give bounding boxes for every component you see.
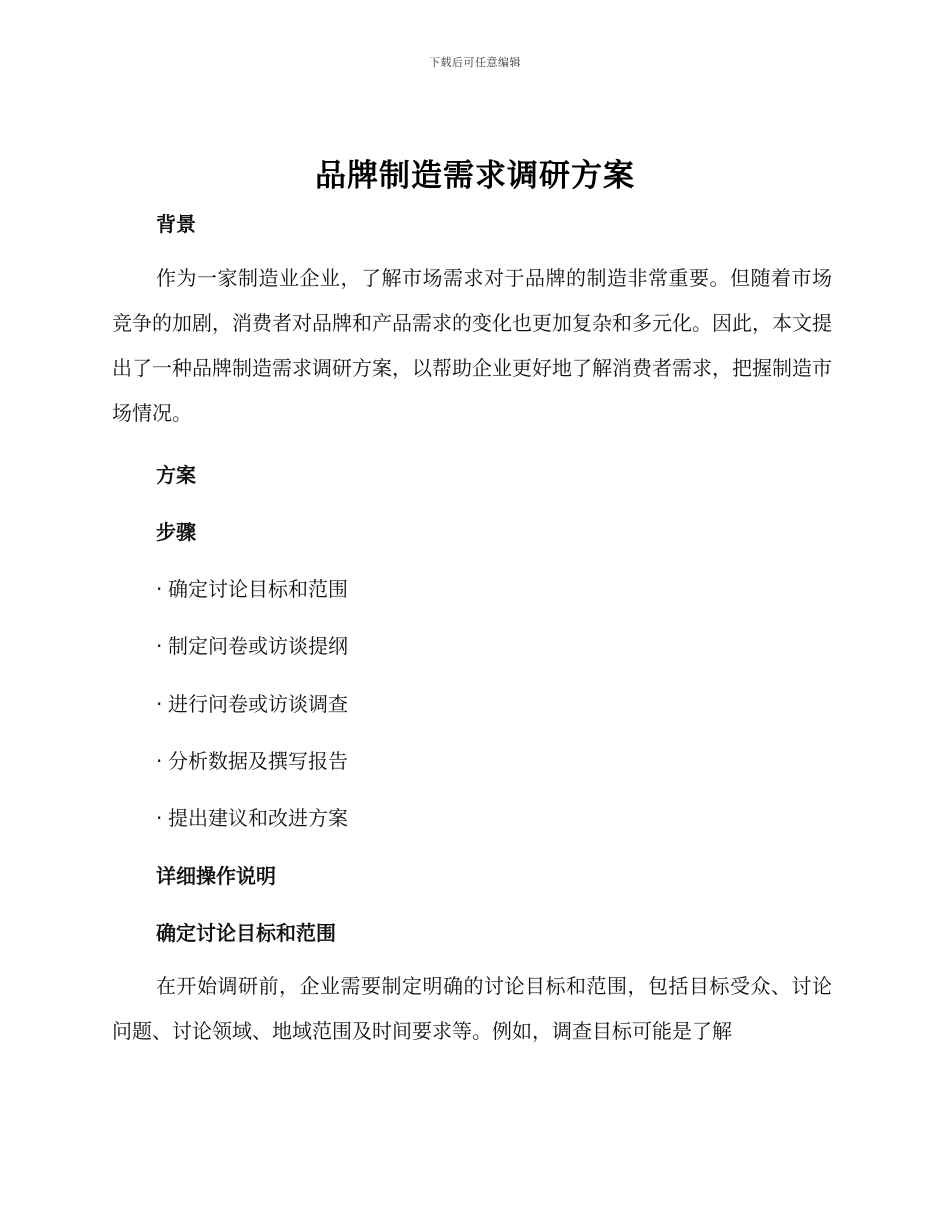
background-heading: 背景 xyxy=(156,212,196,236)
bullet-icon: · xyxy=(156,692,163,716)
goals-paragraph: 在开始调研前，企业需要制定明确的讨论目标和范围，包括目标受众、讨论问题、讨论领域、地域范围及时间要求等。例如，调查目标可能是了解 xyxy=(112,974,832,1043)
steps-heading: 步骤 xyxy=(156,520,196,544)
bullet-icon: · xyxy=(156,749,163,773)
step-label: 进行问卷或访谈调查 xyxy=(168,692,348,716)
page-title: 品牌制造需求调研方案 xyxy=(315,158,635,194)
details-heading: 详细操作说明 xyxy=(156,864,276,888)
step-item-4 xyxy=(156,745,348,774)
plan-heading: 方案 xyxy=(156,463,196,487)
sub-heading-goals: 确定讨论目标和范围 xyxy=(156,921,336,945)
header-note: 下载后可任意编辑 xyxy=(429,56,521,69)
background-paragraph: 作为一家制造业企业，了解市场需求对于品牌的制造非常重要。但随着市场竞争的加剧，消费者对品牌和产品需求的变化也更加复杂和多元化。因此，本文提出了一种品牌制造需求调研方案，以帮助企业更好地了解消费者需求，把握制造市场情况。 xyxy=(112,266,832,425)
bullet-icon: · xyxy=(156,806,163,830)
step-item-3 xyxy=(156,688,348,717)
step-item-1 xyxy=(156,573,348,602)
step-label: 分析数据及撰写报告 xyxy=(168,749,348,773)
step-label: 确定讨论目标和范围 xyxy=(168,577,348,601)
step-item-5 xyxy=(156,802,348,831)
step-label: 制定问卷或访谈提纲 xyxy=(168,634,348,658)
bullet-icon: · xyxy=(156,634,163,658)
step-item-2 xyxy=(156,630,348,659)
bullet-icon: · xyxy=(156,577,163,601)
step-label: 提出建议和改进方案 xyxy=(168,806,348,830)
